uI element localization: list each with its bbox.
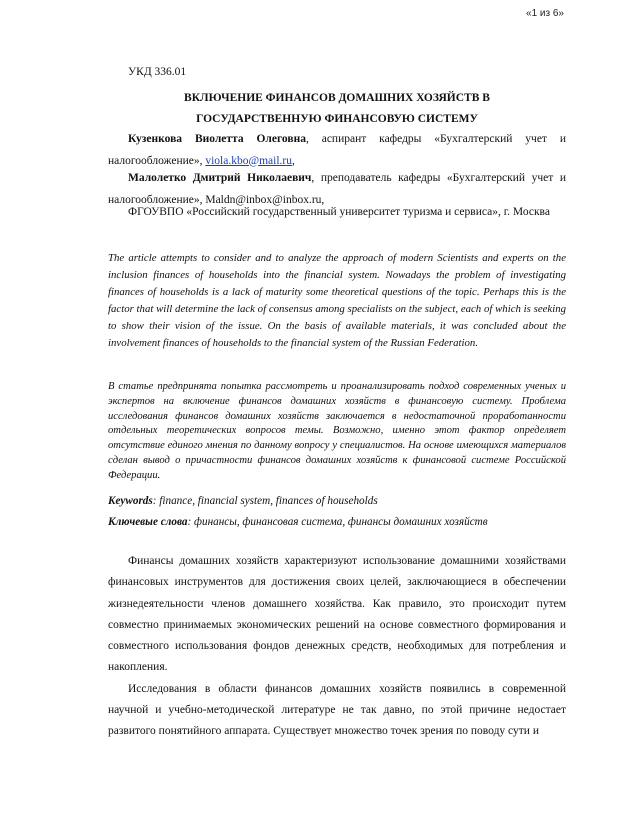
keywords-ru-label: Ключевые слова [108,516,188,528]
keywords-en-text: : finance, financial system, finances of households [152,495,378,507]
keywords-russian [108,516,566,528]
author-1-role: , аспирант кафедры «Бухгалтерский учет и налогообложение», [108,133,566,167]
body-paragraph-2: Исследования в области финансов домашних хозяйств появились в современной научной и учебно-методической литературе не так давно, по этой причине недостает развитого понятийного аппарата. Существует множество точек зрения по поводу сути и [108,682,566,738]
keywords-english [108,495,566,507]
author-2-role: , преподаватель кафедры «Бухгалтерский учет и налогообложение», Maldn@inbox@inbox.ru, [108,172,566,206]
keywords-ru-text: : финансы, финансовая система, финансы домашних хозяйств [187,516,488,528]
abstract-russian: В статье предпринята попытка рассмотреть и проанализировать подход современных ученых и экспертов на включение финансов домашних хозяйств в финансовую систему. Проблема исследования финансов домашних хозяйств заключается в недостаточной проработанности отдельных теоретических вопросов темы. Возможно, именно этот фактор определяет отсутствие единого мнения по данному вопросу у специалистов. На основе имеющихся материалов сделан вывод о причастности финансов домашних хозяйств к финансовой системе Российской Федерации. [108,381,566,481]
udk-code: УКД 336.01 [128,66,187,78]
article-title [108,88,566,130]
affiliation: ФГОУВПО «Российский государственный университет туризма и сервиса», г. Москва [128,206,550,218]
abstract-english: The article attempts to consider and to analyze the approach of modern Scientists and experts on the inclusion finances of households into the financial system. Nowadays the problem of investigating finances of households is a lack of maturity some theoretical questions of the topic. Perhaps this is the factor that will determine the lack of consensus among specialists on the subject, each of which is seeking to show their vision of the issue. On the basis of available materials, it was concluded about the involvement finances of households to the financial system of the Russian Federation. [108,252,566,350]
keywords-en-label: Keywords [108,495,153,507]
body-text [108,551,566,743]
author-1-name: Кузенкова Виолетта Олеговна [128,133,306,145]
author-1 [108,129,566,172]
page-counter: «1 из 6» [526,8,564,19]
title-line-2: ГОСУДАРСТВЕННУЮ ФИНАНСОВУЮ СИСТЕМУ [196,113,478,125]
author-1-trail: , [291,154,295,167]
author-1-email-link[interactable]: viola.kbo@mail.ru [205,154,292,167]
author-2-name: Малолетко Дмитрий Николаевич [128,172,312,184]
body-paragraph-1: Финансы домашних хозяйств характеризуют использование домашними хозяйствами финансовых инструментов для достижения своих целей, заключающиеся в обеспечении жизнедеятельности членов домашнего хозяйства. Как правило, это происходит путем совместно принимаемых экономических решений на основе совместного формирования и совместного использования фондов денежных средств, необходимых для потребления и накопления. [108,555,566,674]
title-line-1: ВКЛЮЧЕНИЕ ФИНАНСОВ ДОМАШНИХ ХОЗЯЙСТВ В [184,92,490,104]
author-2 [108,168,566,211]
